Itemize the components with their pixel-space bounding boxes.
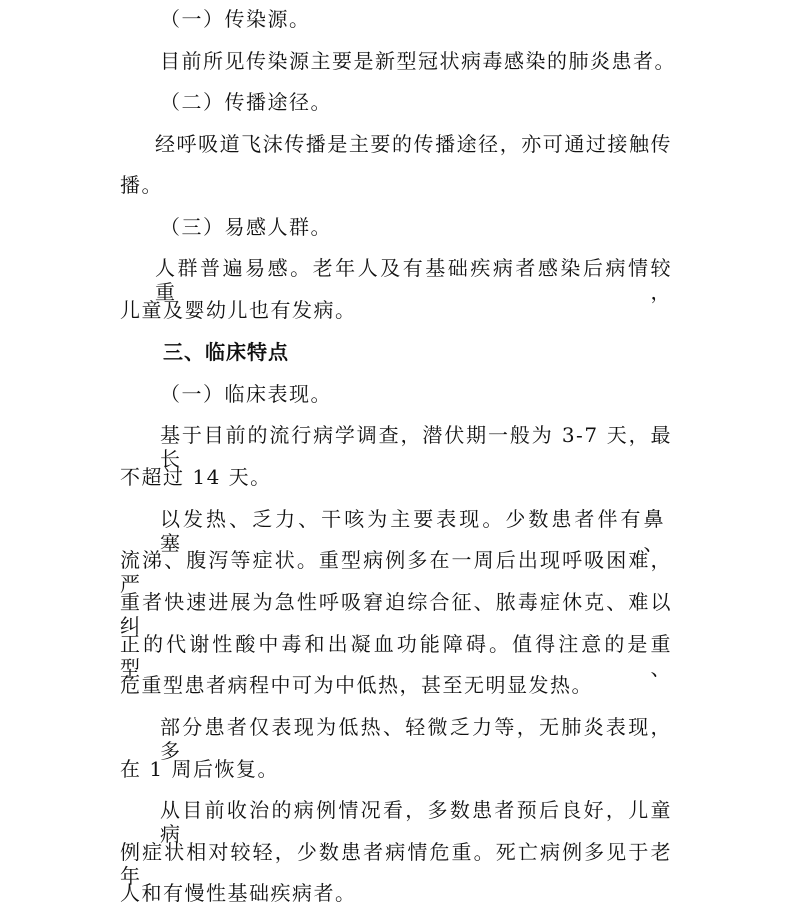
subheading-infection-source: （一）传染源。 [160,7,311,31]
paragraph-line: 重者快速进展为急性呼吸窘迫综合征、脓毒症休克、难以纠 [120,590,672,638]
subheading-susceptible-population: （三）易感人群。 [160,215,332,239]
paragraph-line: 人和有慢性基础疾病者。 [120,881,357,905]
paragraph-line: 基于目前的流行病学调查，潜伏期一般为 3-7 天，最长 [160,423,672,471]
subheading-transmission-route: （二）传播途径。 [160,90,332,114]
paragraph-line: 目前所见传染源主要是新型冠状病毒感染的肺炎患者。 [160,49,676,73]
paragraph-line: 以发热、乏力、干咳为主要表现。少数患者伴有鼻塞、 [160,507,665,555]
paragraph-line: 流涕、腹泻等症状。重型病例多在一周后出现呼吸困难，严 [120,548,672,596]
paragraph-line: 部分患者仅表现为低热、轻微乏力等，无肺炎表现，多 [160,715,672,763]
paragraph-line: 例症状相对较轻，少数患者病情危重。死亡病例多见于老年 [120,840,672,888]
paragraph-line: 危重型患者病程中可为中低热，甚至无明显发热。 [120,673,593,697]
subheading-clinical-manifestations: （一）临床表现。 [160,382,332,406]
section-heading-clinical-features: 三、临床特点 [163,340,289,364]
paragraph-line: 正的代谢性酸中毒和出凝血功能障碍。值得注意的是重型、 [120,632,672,680]
paragraph-line: 经呼吸道飞沫传播是主要的传播途径，亦可通过接触传 [155,132,672,156]
paragraph-line: 人群普遍易感。老年人及有基础疾病者感染后病情较重， [155,256,672,304]
paragraph-line: 不超过 14 天。 [120,465,272,489]
paragraph-line: 儿童及婴幼儿也有发病。 [120,298,357,322]
paragraph-line: 播。 [120,173,163,197]
paragraph-line: 在 1 周后恢复。 [120,757,279,781]
paragraph-line: 从目前收治的病例情况看，多数患者预后良好，儿童病 [160,798,672,846]
